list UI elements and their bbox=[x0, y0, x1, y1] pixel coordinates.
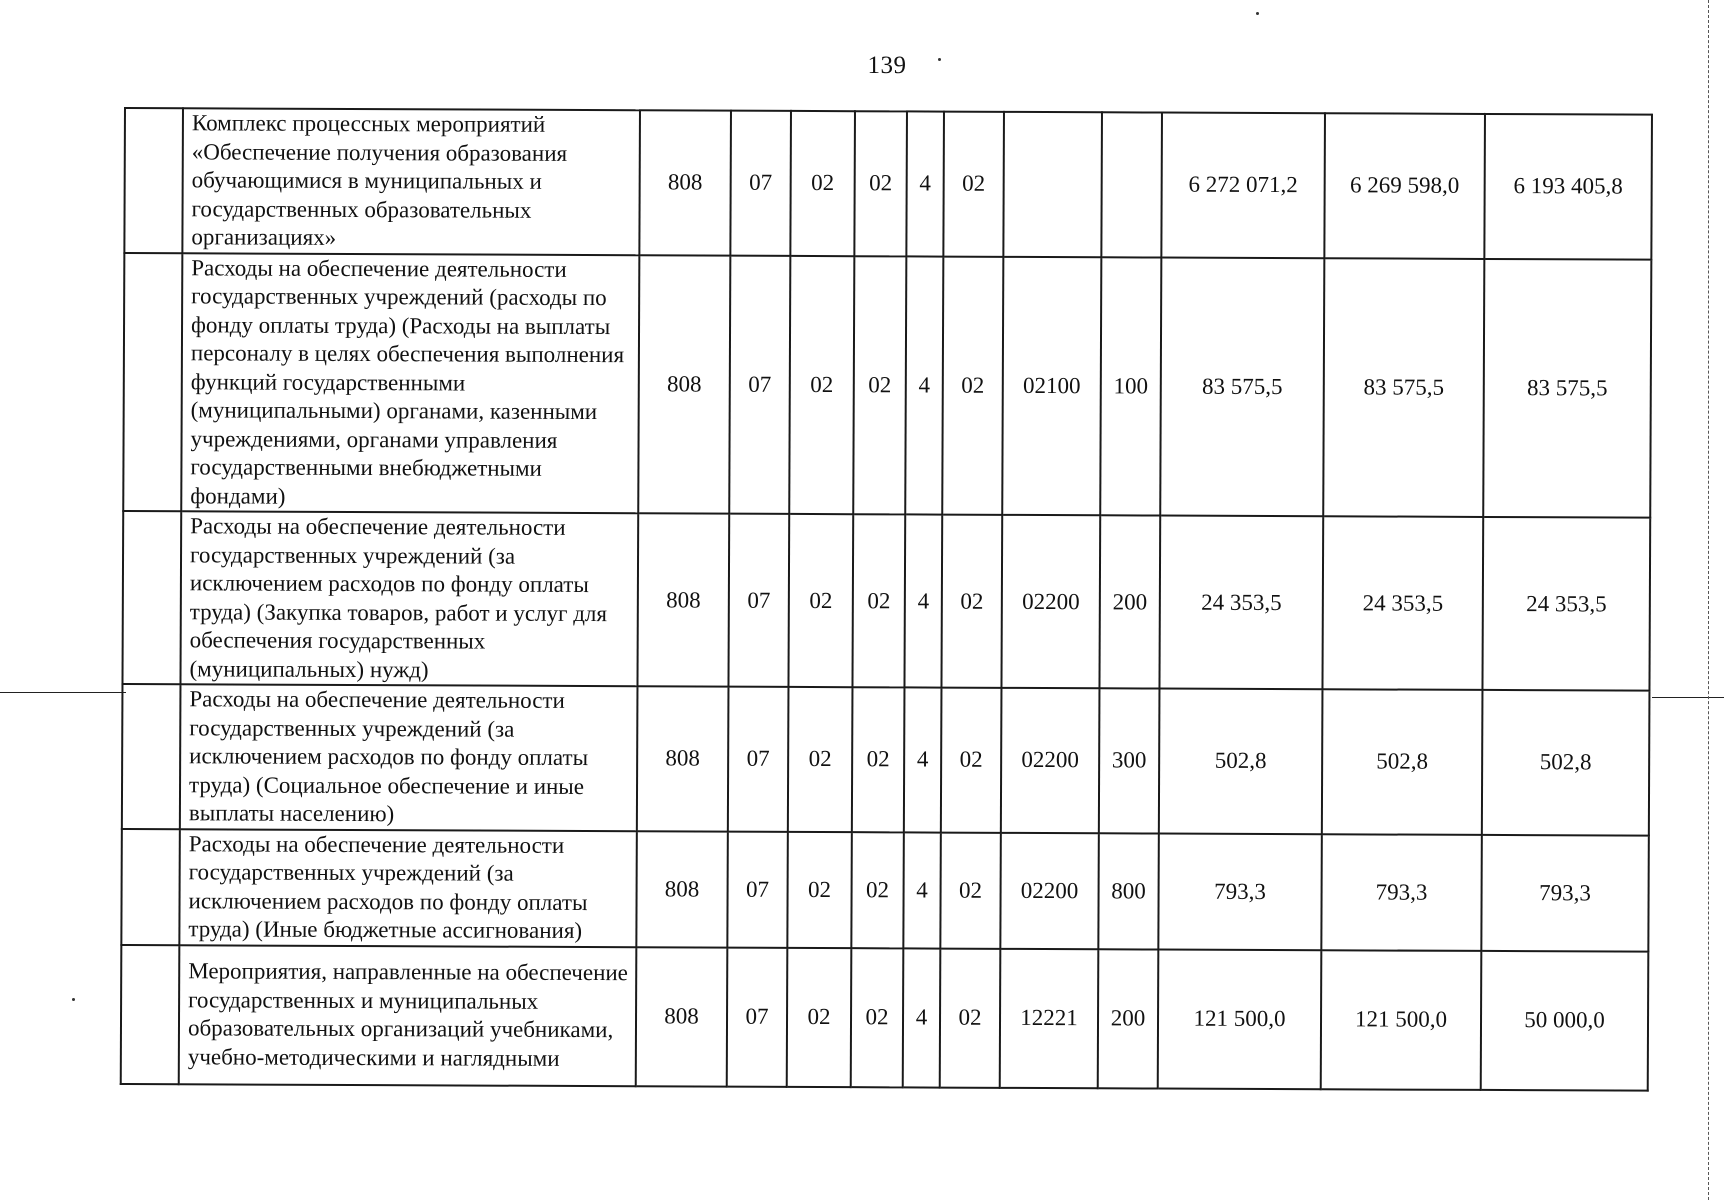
code-subsection: 02 bbox=[788, 514, 853, 687]
scan-speck bbox=[1256, 12, 1259, 15]
code-section: 07 bbox=[728, 514, 789, 687]
amount-year-3: 502,8 bbox=[1482, 690, 1650, 835]
amount-year-3: 50 000,0 bbox=[1481, 950, 1649, 1090]
code-ministry: 808 bbox=[637, 513, 729, 686]
code-section: 07 bbox=[728, 687, 789, 832]
amount-year-1: 793,3 bbox=[1158, 833, 1322, 950]
code-subprogram: 02 bbox=[940, 832, 1001, 948]
code-expense-type: 200 bbox=[1099, 515, 1160, 688]
amount-year-2: 793,3 bbox=[1321, 834, 1482, 951]
row-description: Расходы на обеспечение деятельности государственных учреждений (за исключением расходов по фонду оплаты труда) (Закупка товаров, работ и услуг для обеспечения государственных (муниципальных) нужд) bbox=[180, 511, 638, 686]
amount-year-1: 83 575,5 bbox=[1160, 257, 1324, 516]
amount-year-3: 24 353,5 bbox=[1482, 517, 1650, 691]
code-section: 07 bbox=[729, 255, 790, 514]
amount-year-1: 502,8 bbox=[1159, 689, 1323, 834]
code-direction: 12221 bbox=[1000, 948, 1099, 1087]
amount-year-2: 502,8 bbox=[1322, 689, 1483, 834]
row-description: Мероприятия, направленные на обеспечение государственных и муниципальных образовательных организаций учебниками, учебно-методическими и наглядными bbox=[179, 945, 637, 1086]
amount-year-2: 24 353,5 bbox=[1322, 516, 1483, 690]
code-direction bbox=[1003, 112, 1102, 257]
scan-speck bbox=[72, 998, 75, 1001]
code-subprogram: 02 bbox=[941, 515, 1002, 688]
code-program-type: 4 bbox=[903, 832, 941, 948]
code-direction: 02200 bbox=[1000, 832, 1099, 948]
code-subprogram: 02 bbox=[940, 948, 1001, 1087]
table-row bbox=[122, 684, 1650, 835]
code-section: 07 bbox=[730, 111, 791, 256]
amount-year-1: 6 272 071,2 bbox=[1161, 113, 1325, 258]
code-expense-type: 300 bbox=[1099, 688, 1160, 833]
code-subsection: 02 bbox=[787, 947, 852, 1086]
code-ministry: 808 bbox=[638, 255, 730, 514]
table-row bbox=[124, 108, 1652, 259]
code-ministry: 808 bbox=[636, 947, 728, 1086]
code-program: 02 bbox=[851, 832, 904, 948]
code-expense-type: 800 bbox=[1098, 833, 1159, 949]
budget-table bbox=[120, 107, 1653, 1091]
page-number: 139 bbox=[867, 52, 907, 79]
amount-year-3: 793,3 bbox=[1481, 834, 1649, 951]
code-expense-type bbox=[1101, 112, 1162, 257]
code-subsection: 02 bbox=[787, 831, 852, 947]
code-subprogram: 02 bbox=[941, 688, 1002, 833]
code-program-type: 4 bbox=[906, 111, 944, 256]
amount-year-2: 121 500,0 bbox=[1321, 950, 1482, 1090]
blank-cell bbox=[122, 684, 181, 829]
code-expense-type: 200 bbox=[1098, 949, 1159, 1088]
code-ministry: 808 bbox=[636, 831, 728, 947]
code-program-type: 4 bbox=[903, 948, 941, 1087]
code-program: 02 bbox=[854, 111, 907, 256]
scan-speck bbox=[938, 58, 941, 61]
row-description: Расходы на обеспечение деятельности государственных учреждений (за исключением расходов по фонду оплаты труда) (Иные бюджетные ассигнования) bbox=[179, 829, 637, 947]
code-section: 07 bbox=[727, 947, 788, 1086]
blank-cell bbox=[122, 511, 181, 684]
blank-cell bbox=[121, 944, 180, 1083]
row-description: Расходы на обеспечение деятельности государственных учреждений (расходы по фонду оплаты труда) (Расходы на выплаты персоналу в целях обеспечения выполнения функций государственными (муниципальными) органами, казенными учреждениями, органами управления государственными внебюджетными фондами) bbox=[181, 253, 639, 513]
code-subsection: 02 bbox=[788, 687, 853, 832]
blank-cell bbox=[124, 108, 183, 253]
code-program-type: 4 bbox=[904, 687, 942, 832]
amount-year-2: 83 575,5 bbox=[1323, 258, 1484, 517]
code-subsection: 02 bbox=[790, 111, 855, 256]
amount-year-1: 121 500,0 bbox=[1158, 949, 1322, 1089]
amount-year-3: 6 193 405,8 bbox=[1484, 114, 1652, 259]
table-row bbox=[121, 828, 1648, 951]
amount-year-1: 24 353,5 bbox=[1159, 516, 1323, 690]
table-row bbox=[123, 253, 1651, 518]
blank-cell bbox=[123, 253, 182, 512]
scan-fold-line-left bbox=[0, 692, 126, 693]
blank-cell bbox=[121, 828, 180, 944]
code-program: 02 bbox=[851, 948, 904, 1087]
scan-edge-line bbox=[1708, 0, 1709, 1200]
table-row bbox=[121, 944, 1649, 1090]
code-direction: 02200 bbox=[1001, 688, 1100, 833]
code-subsection: 02 bbox=[789, 255, 854, 514]
row-description: Комплекс процессных мероприятий «Обеспечение получения образования обучающимися в муниципальных и государственных образовательных организациях» bbox=[182, 108, 640, 254]
code-direction: 02100 bbox=[1002, 256, 1101, 515]
table-row bbox=[122, 511, 1650, 691]
scan-fold-line-right bbox=[1652, 697, 1724, 698]
code-subprogram: 02 bbox=[943, 112, 1004, 257]
code-program: 02 bbox=[853, 256, 906, 515]
code-program: 02 bbox=[852, 687, 905, 832]
code-ministry: 808 bbox=[639, 110, 731, 255]
code-expense-type: 100 bbox=[1100, 257, 1161, 516]
code-subprogram: 02 bbox=[942, 256, 1003, 515]
code-section: 07 bbox=[727, 831, 788, 947]
row-description: Расходы на обеспечение деятельности государственных учреждений (за исключением расходов по фонду оплаты труда) (Социальное обеспечение и иные выплаты населению) bbox=[180, 684, 638, 830]
code-program: 02 bbox=[852, 514, 905, 687]
amount-year-3: 83 575,5 bbox=[1483, 258, 1651, 517]
code-program-type: 4 bbox=[904, 514, 942, 687]
code-ministry: 808 bbox=[637, 686, 729, 831]
code-program-type: 4 bbox=[905, 256, 943, 515]
amount-year-2: 6 269 598,0 bbox=[1324, 113, 1485, 258]
code-direction: 02200 bbox=[1001, 515, 1100, 688]
